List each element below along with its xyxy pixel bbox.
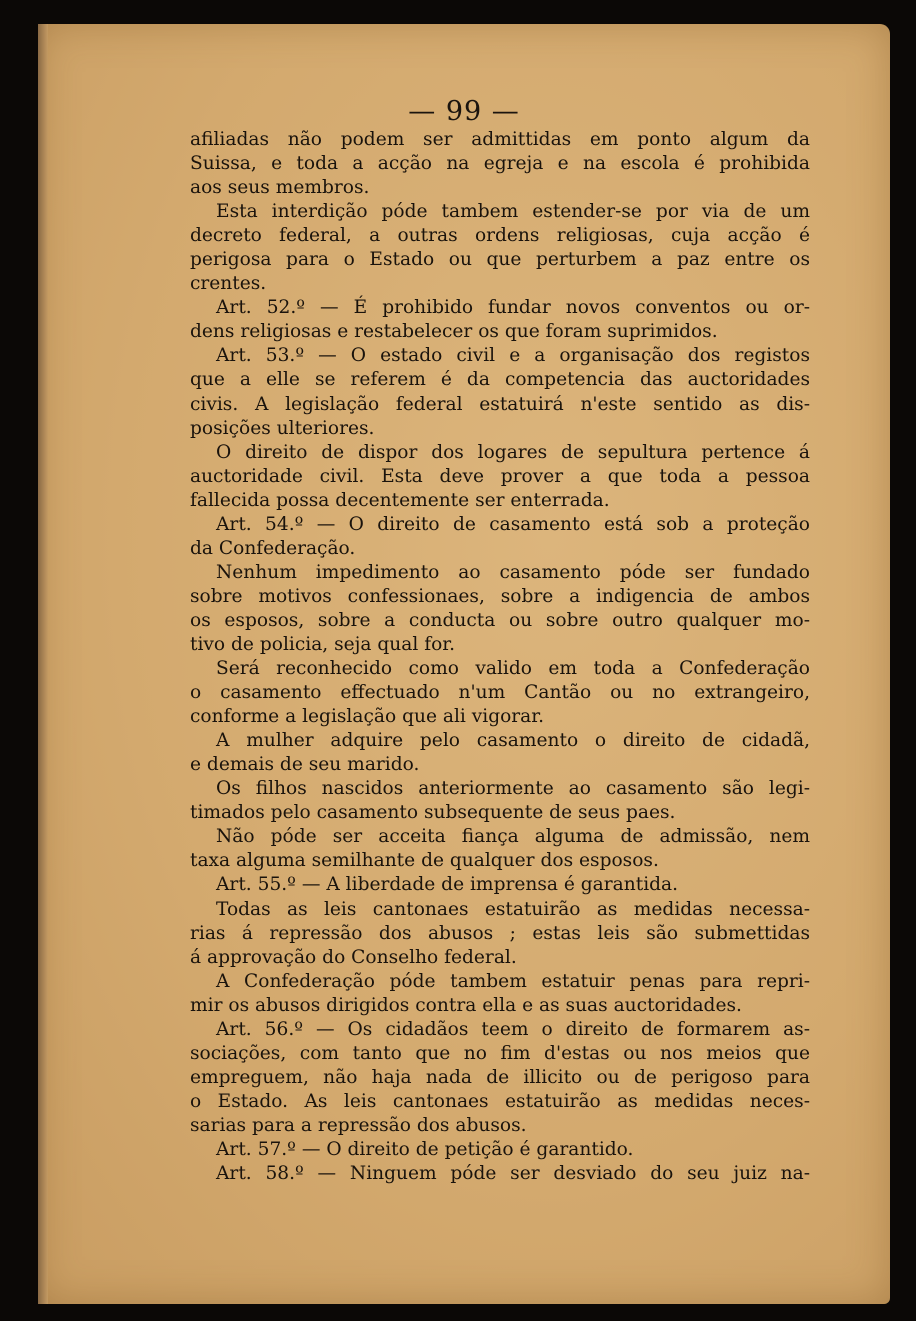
text-line: O direito de dispor dos logares de sepultura pertence á bbox=[216, 441, 810, 463]
text-line: Art. 56.º — Os cidadãos teem o direito de formarem as- bbox=[216, 1018, 810, 1040]
text-line: o Estado. As leis cantonaes estatuirão as medidas neces- bbox=[190, 1090, 810, 1112]
text-line: decreto federal, a outras ordens religiosas, cuja acção é bbox=[190, 225, 810, 247]
text-line: crentes. bbox=[190, 273, 267, 295]
text-line: timados pelo casamento subsequente de seus paes. bbox=[190, 802, 676, 824]
text-line: sobre motivos confessionaes, sobre a indigencia de ambos bbox=[190, 585, 810, 607]
text-line: Art. 58.º — Ninguem póde ser desviado do seu juiz na- bbox=[216, 1163, 810, 1185]
text-line: Todas as leis cantonaes estatuirão as medidas necessa- bbox=[216, 898, 810, 920]
text-line: perigosa para o Estado ou que perturbem a paz entre os bbox=[190, 249, 810, 271]
text-line: á approvação do Conselho federal. bbox=[190, 946, 517, 968]
text-line: Nenhum impedimento ao casamento póde ser fundado bbox=[216, 561, 810, 583]
text-line: Art. 55.º — A liberdade de imprensa é garantida. bbox=[216, 874, 679, 896]
text-line: Art. 52.º — É prohibido fundar novos conventos ou or- bbox=[216, 297, 810, 319]
text-line: aos seus membros. bbox=[190, 177, 370, 199]
text-line: da Confederação. bbox=[190, 537, 356, 559]
text-line: fallecida possa decentemente ser enterrada. bbox=[190, 489, 610, 511]
book-page bbox=[38, 24, 890, 1304]
text-line: sociações, com tanto que no fim d'estas ou nos meios que bbox=[190, 1042, 810, 1064]
text-line: sarias para a repressão dos abusos. bbox=[190, 1114, 527, 1136]
page-number: — 99 — bbox=[408, 96, 520, 127]
text-line: mir os abusos dirigidos contra ella e as suas auctoridades. bbox=[190, 994, 742, 1016]
text-line: Art. 53.º — O estado civil e a organisação dos registos bbox=[216, 345, 810, 367]
text-line: Os filhos nascidos anteriormente ao casamento são legi- bbox=[216, 778, 810, 800]
text-line: Art. 57.º — O direito de petição é garantido. bbox=[216, 1138, 634, 1160]
page-text-body bbox=[190, 128, 810, 1186]
text-line: Art. 54.º — O direito de casamento está sob a proteção bbox=[216, 513, 810, 535]
text-line: os esposos, sobre a conducta ou sobre outro qualquer mo- bbox=[190, 609, 810, 631]
page-spine-edge bbox=[38, 24, 48, 1304]
text-line: Esta interdição póde tambem estender-se por via de um bbox=[216, 201, 810, 223]
text-line: que a elle se referem é da competencia das auctoridades bbox=[190, 369, 810, 391]
text-line: o casamento effectuado n'um Cantão ou no extrangeiro, bbox=[190, 682, 810, 704]
text-line: conforme a legislação que ali vigorar. bbox=[190, 706, 545, 728]
text-line: A Confederação póde tambem estatuir penas para repri- bbox=[216, 970, 810, 992]
text-line: taxa alguma semilhante de qualquer dos esposos. bbox=[190, 850, 659, 872]
text-line: dens religiosas e restabelecer os que foram suprimidos. bbox=[190, 321, 718, 343]
text-line: posições ulteriores. bbox=[190, 417, 375, 439]
text-line: Não póde ser acceita fiança alguma de admissão, nem bbox=[216, 826, 810, 848]
text-line: e demais de seu marido. bbox=[190, 754, 420, 776]
text-line: Será reconhecido como valido em toda a Confederação bbox=[216, 658, 810, 680]
text-line: civis. A legislação federal estatuirá n'este sentido as dis- bbox=[190, 393, 810, 415]
text-line: rias á repressão dos abusos ; estas leis são submettidas bbox=[190, 922, 810, 944]
text-line: empreguem, não haja nada de illicito ou de perigoso para bbox=[190, 1066, 810, 1088]
text-line: Suissa, e toda a acção na egreja e na escola é prohibida bbox=[190, 153, 810, 175]
text-line: tivo de policia, seja qual for. bbox=[190, 633, 456, 655]
text-line: afiliadas não podem ser admittidas em ponto algum da bbox=[190, 129, 810, 150]
text-line: auctoridade civil. Esta deve prover a que toda a pessoa bbox=[190, 465, 810, 487]
text-line: A mulher adquire pelo casamento o direito de cidadã, bbox=[216, 730, 810, 752]
